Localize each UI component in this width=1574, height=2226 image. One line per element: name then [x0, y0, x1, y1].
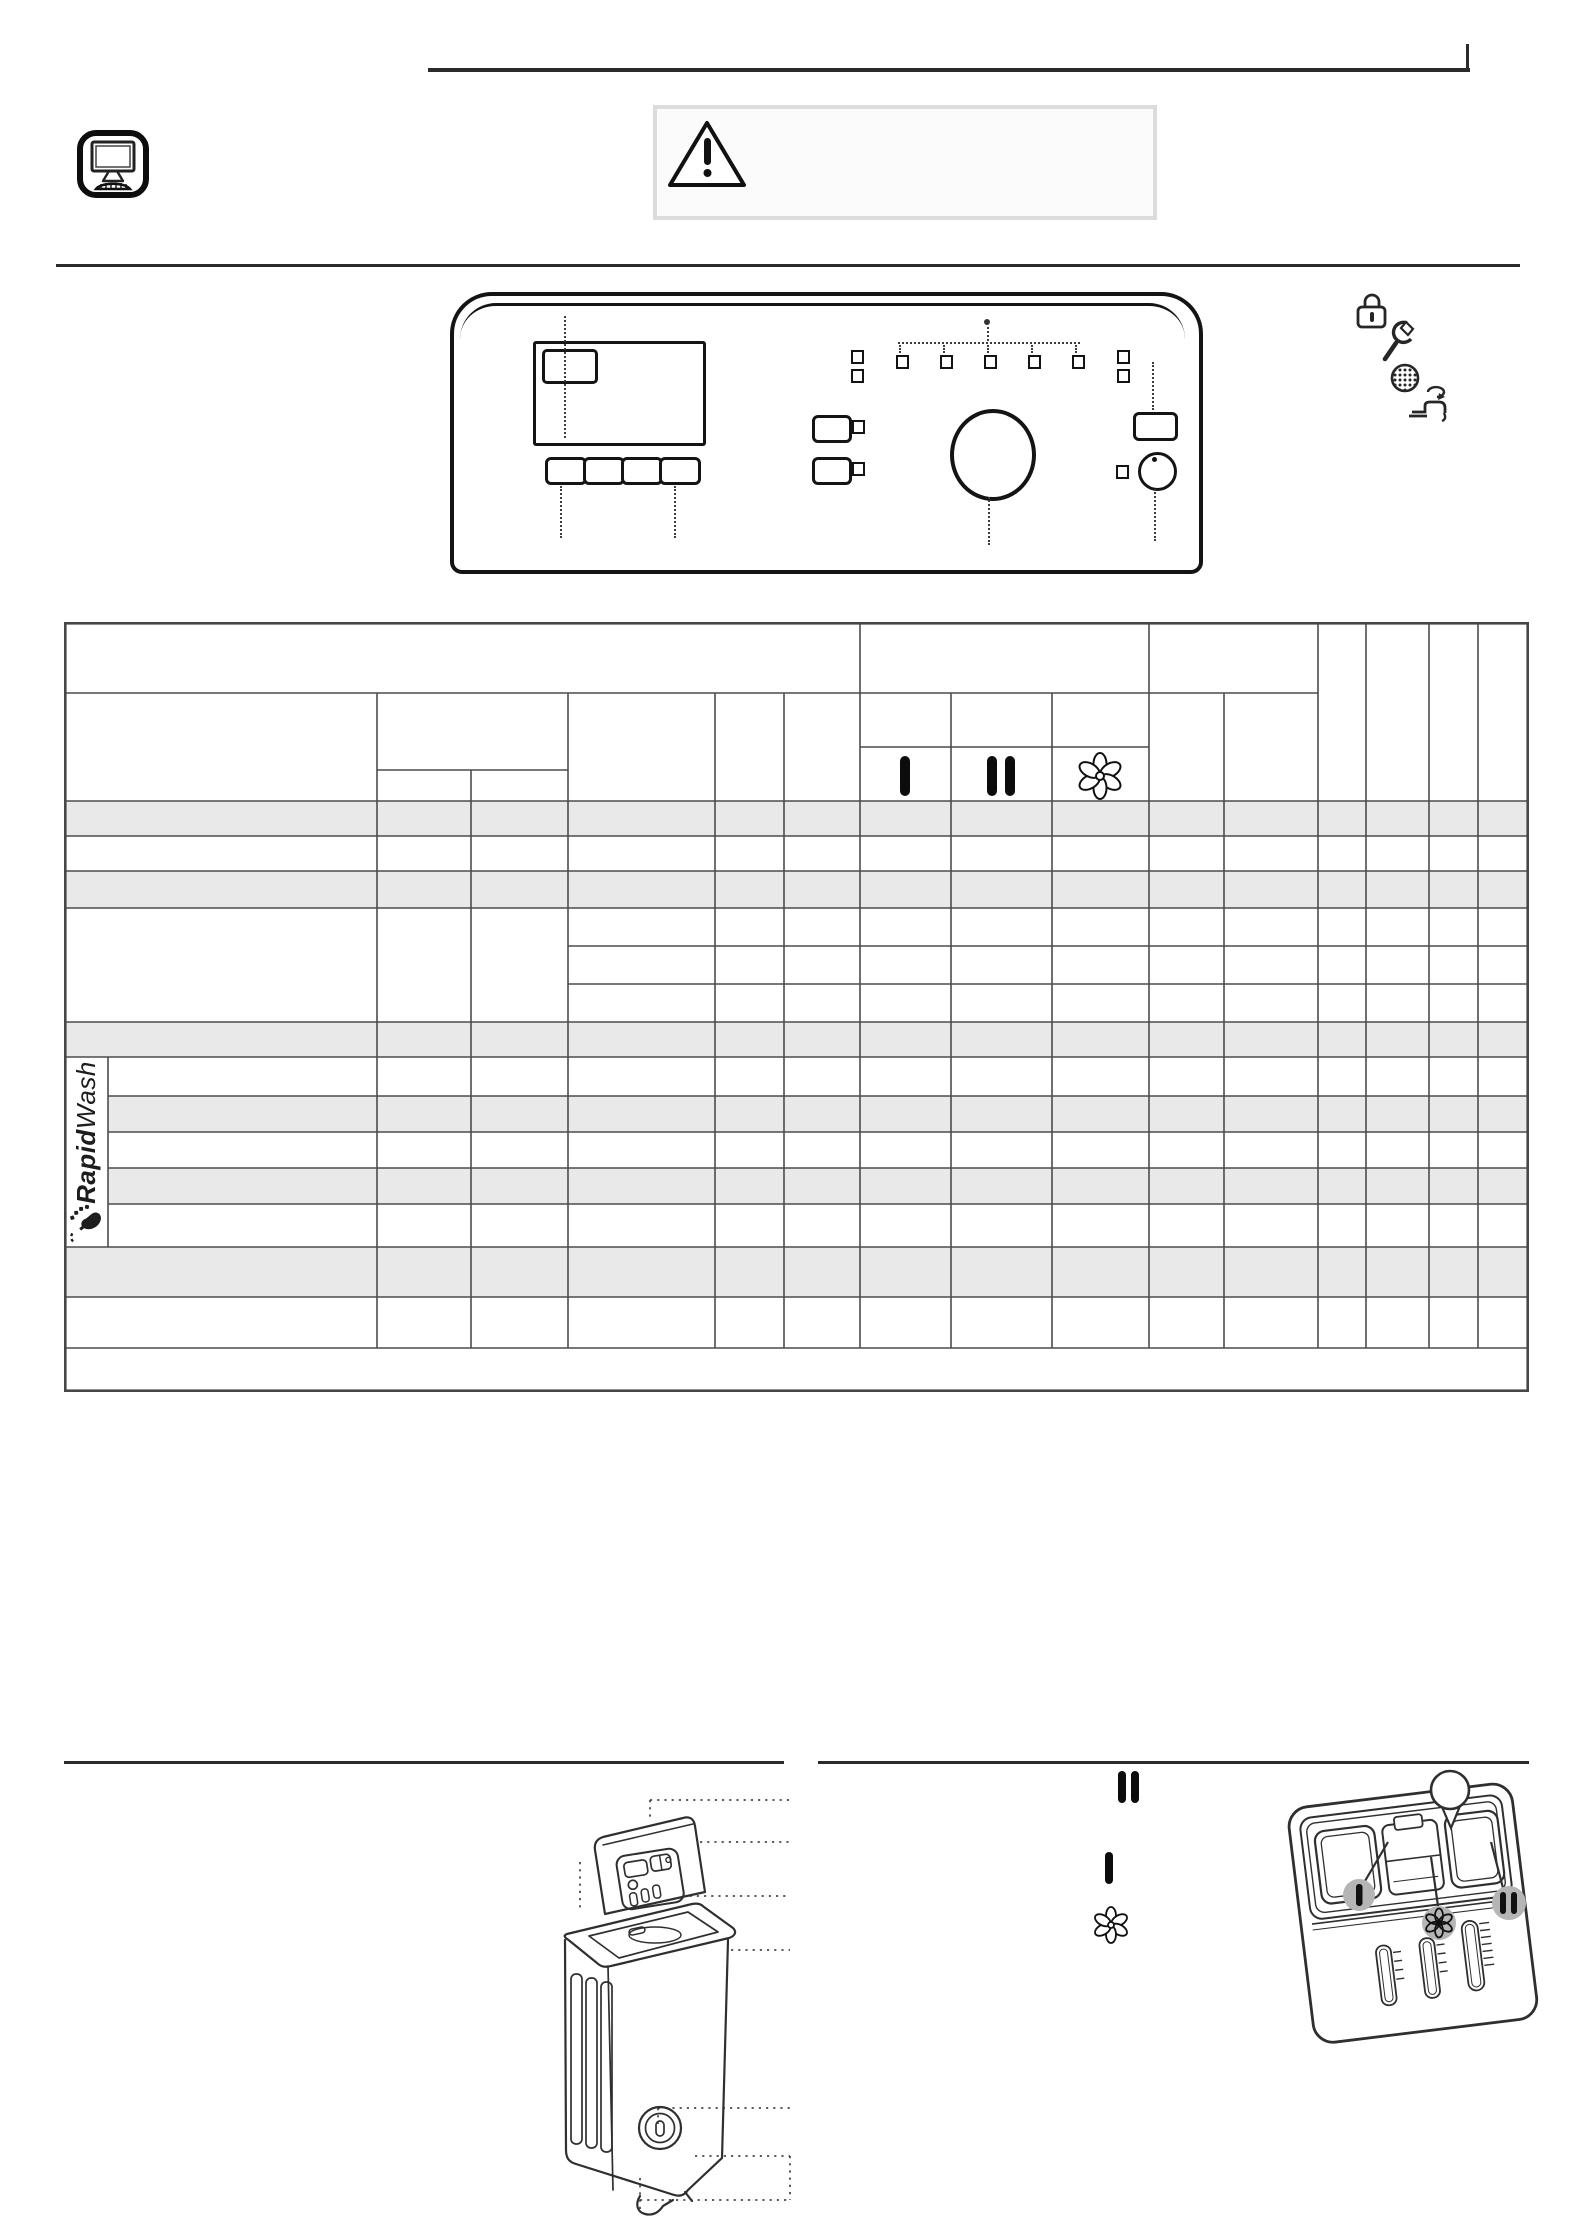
warning-triangle-icon — [664, 117, 750, 193]
balloon-circle — [1431, 1771, 1469, 1809]
display-callout-line — [564, 316, 566, 438]
program-knob[interactable] — [950, 409, 1036, 501]
led-callout-stub — [899, 345, 901, 353]
rapidwash-logo — [64, 1057, 108, 1247]
table-row-stripe — [64, 1022, 1529, 1057]
led-callout-stub — [1031, 345, 1033, 353]
option-led-1 — [852, 420, 865, 434]
top-rule-end-tick — [1466, 44, 1469, 72]
control-panel-top-edge — [460, 303, 1185, 346]
top-rule — [428, 68, 1470, 72]
rapidwash-bold: Rapid — [71, 1129, 101, 1204]
child-lock-icon — [1358, 295, 1385, 327]
rapidwash-mark-icon — [66, 1204, 106, 1247]
function-button-1[interactable] — [545, 457, 587, 485]
drawer-badge-prewash — [1343, 1879, 1375, 1911]
table-row-stripes — [64, 801, 1529, 1297]
button-callout-line-1 — [560, 486, 562, 538]
prewash-symbol — [900, 756, 910, 796]
option-led-2 — [852, 462, 865, 476]
knob-callout-line — [988, 497, 990, 545]
function-button-2[interactable] — [583, 457, 625, 485]
extra-button-callout — [1152, 362, 1154, 410]
table-row-stripe — [108, 1096, 1529, 1132]
led-callout-dot — [984, 319, 990, 325]
option-button-1[interactable] — [812, 415, 852, 443]
program-led-4 — [1028, 355, 1041, 369]
drain-hose — [637, 2196, 673, 2215]
softener-flower-icon — [1077, 753, 1123, 799]
computer-icon — [76, 129, 150, 199]
table-row-stripe — [64, 1247, 1529, 1297]
rapidwash-light: Wash — [71, 1061, 101, 1130]
extra-option-button[interactable] — [1133, 412, 1178, 441]
start-callout-line — [1154, 489, 1156, 541]
drawer-badge-softener — [1422, 1906, 1456, 1940]
table-row-stripe — [64, 871, 1529, 908]
led-callout-stub — [1075, 345, 1077, 353]
function-button-3[interactable] — [621, 457, 663, 485]
start-button[interactable] — [1138, 452, 1177, 491]
page-section-icons — [1348, 288, 1460, 422]
led-callout-stub — [987, 345, 989, 353]
program-led-2 — [940, 355, 953, 369]
table-row-stripe — [108, 1168, 1529, 1204]
button-callout-line-2 — [674, 486, 676, 538]
display-time-segment — [542, 349, 598, 384]
program-led-5 — [1072, 355, 1085, 369]
start-button-dot — [1152, 457, 1157, 462]
option-button-2[interactable] — [812, 457, 852, 485]
table-row-stripe — [64, 801, 1529, 836]
mainwash-symbol — [987, 756, 1015, 796]
rapidwash-logo-text — [73, 1061, 99, 1204]
function-button-4[interactable] — [659, 457, 701, 485]
pump-filter-icon — [1392, 365, 1418, 391]
start-led — [1116, 465, 1129, 479]
drawer-badge-mainwash — [1492, 1886, 1526, 1920]
led-callout-stub — [943, 345, 945, 353]
program-led-3 — [984, 355, 997, 369]
water-tap-icon — [1409, 387, 1445, 421]
status-led-left-2 — [851, 369, 864, 383]
status-led-right-1 — [1117, 350, 1130, 364]
wrench-icon — [1385, 322, 1413, 359]
table-grid-lines — [64, 622, 1529, 1348]
status-led-right-2 — [1117, 369, 1130, 383]
section-rule — [56, 264, 1520, 267]
programme-table — [64, 622, 1529, 1392]
bottom-illustrations — [545, 1760, 1545, 2226]
led-callout-apex — [987, 327, 989, 341]
washing-machine-figure — [565, 1817, 735, 2214]
status-led-left-1 — [851, 350, 864, 364]
led-callout-line — [898, 342, 1080, 344]
program-led-1 — [896, 355, 909, 369]
